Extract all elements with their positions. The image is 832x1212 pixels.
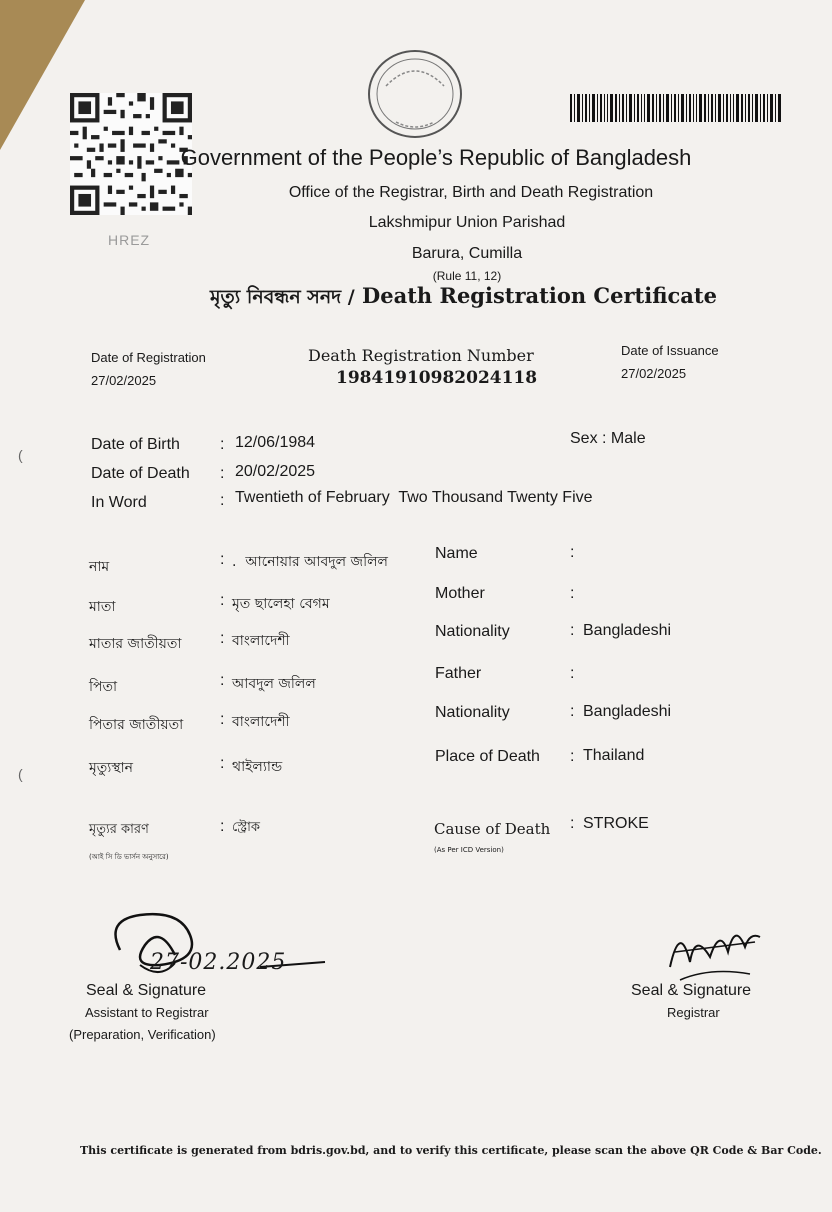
certificate-title-bangla: মৃত্যু নিবন্ধন সনদ / [210,286,355,308]
father-nationality-label-bangla: পিতার জাতীয়তা [89,717,184,733]
union-name: Lakshmipur Union Parishad [368,214,566,231]
place-of-death-value-bangla: থাইল্যান্ড [232,759,283,775]
registration-number-label: Death Registration Number [308,346,534,365]
colon: : [570,544,575,561]
margin-mark: ( [18,447,23,463]
colon: : [220,755,225,772]
certificate-title-english: Death Registration Certificate [362,283,717,308]
cause-of-death-label-bangla: মৃত্যুর কারণ [89,822,149,837]
colon: : [570,815,575,832]
name-label-bangla: নাম [89,559,110,575]
government-title: Government of the People’s Republic of Bangladesh [180,145,692,170]
in-word-label: In Word [91,494,147,511]
government-seal-icon [366,48,464,140]
date-of-birth-value: 12/06/1984 [235,434,316,451]
colon: : [220,465,225,482]
name-value-bangla: . আনোয়ার আবদুল জলিল [232,554,388,570]
mother-label: Mother [435,585,485,602]
registration-number-value: 19841910982024118 [336,368,538,388]
colon: : [220,436,225,453]
date-of-death-value: 20/02/2025 [235,463,316,480]
footer-verification-note: This certificate is generated from bdris.gov.bd, and to verify this certificate, please scan the above QR Code & Bar Code. [80,1144,822,1157]
cause-of-death-label: Cause of Death [434,820,551,838]
registrar-signature-scribble [650,912,770,992]
margin-mark: ( [18,766,23,782]
assistant-registrar-role: Assistant to Registrar [85,1005,209,1020]
cause-of-death-value: STROKE [583,815,649,832]
in-word-value: Twentieth of February Two Thousand Twenty Five [235,489,593,506]
place-of-death-label: Place of Death [435,748,540,765]
certificate-title [210,283,717,315]
father-nationality-value-bangla: বাংলাদেশী [232,714,290,730]
cause-note-bangla: (আই সি ডি ভার্সন অনুসারে) [89,853,169,861]
colon: : [220,592,225,609]
father-label: Father [435,665,482,682]
sex-value: Sex : Male [570,430,646,447]
assistant-registrar-note: (Preparation, Verification) [69,1027,216,1042]
mother-label-bangla: মাতা [89,599,116,615]
colon: : [570,748,575,765]
mother-nationality-value: Bangladeshi [583,622,672,639]
colon: : [570,665,575,682]
father-nationality-value: Bangladeshi [583,703,672,720]
mother-nationality-label-bangla: মাতার জাতীয়তা [89,636,182,652]
location: Barura, Cumilla [411,245,523,262]
place-of-death-label-bangla: মৃত্যুস্থান [89,760,134,776]
left-seal-signature-label: Seal & Signature [86,982,207,999]
colon: : [220,711,225,728]
mother-nationality-value-bangla: বাংলাদেশী [232,633,290,649]
date-of-birth-label: Date of Birth [91,436,180,453]
office-title: Office of the Registrar, Birth and Death Registration [288,184,654,201]
father-label-bangla: পিতা [89,679,118,695]
father-nationality-label: Nationality [435,704,510,721]
colon: : [570,585,575,602]
date-of-issuance-label: Date of Issuance [621,343,719,358]
colon: : [220,551,225,568]
colon: : [220,672,225,689]
cause-of-death-value-bangla: স্ট্রোক [232,820,260,835]
mother-value-bangla: মৃত ছালেহা বেগম [232,596,330,612]
registrar-role: Registrar [667,1005,720,1020]
place-of-death-value: Thailand [583,747,645,764]
mother-nationality-label: Nationality [435,623,510,640]
cause-note: (As Per ICD Version) [434,846,504,854]
qr-caption: HREZ [108,232,151,248]
rule-reference: (Rule 11, 12) [432,269,502,283]
date-of-registration-value: 27/02/2025 [91,373,157,388]
barcode [570,94,782,122]
name-label: Name [435,545,478,562]
right-seal-signature-label: Seal & Signature [631,982,752,999]
date-of-issuance-value: 27/02/2025 [621,366,687,381]
date-of-death-label: Date of Death [91,465,190,482]
colon: : [220,492,225,509]
father-value-bangla: আবদুল জলিল [232,676,316,692]
assistant-signature-date: 27-02.2025 [150,950,287,975]
colon: : [220,818,225,835]
colon: : [570,622,575,639]
date-of-registration-label: Date of Registration [91,350,206,365]
colon: : [570,703,575,720]
colon: : [220,630,225,647]
